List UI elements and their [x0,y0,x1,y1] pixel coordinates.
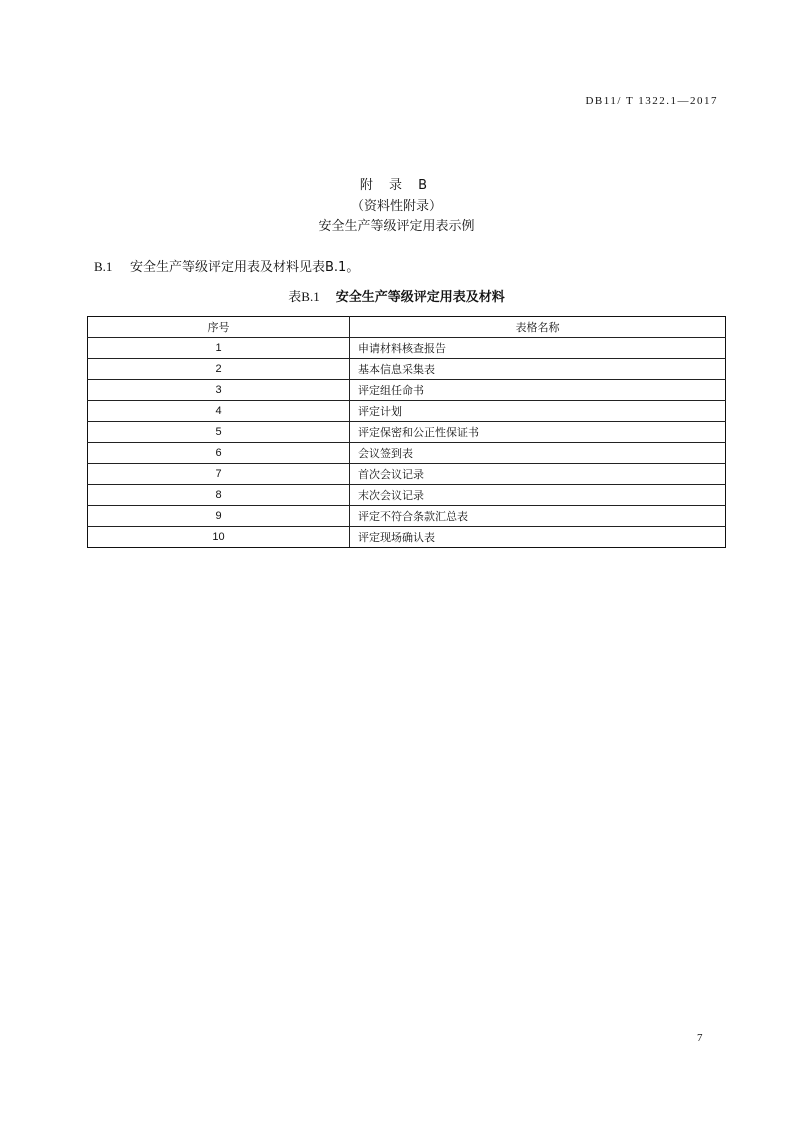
header-number: 序号 [88,317,350,338]
row-number: 2 [88,359,350,380]
table-caption-id: 表B.1 [288,289,320,304]
row-number: 5 [88,422,350,443]
row-number: 6 [88,443,350,464]
table-row [88,401,726,422]
row-number: 4 [88,401,350,422]
row-form-name: 评定保密和公正性保证书 [350,422,726,443]
row-form-name: 评定不符合条款汇总表 [350,506,726,527]
row-number: 8 [88,485,350,506]
table-caption [0,286,793,305]
forms-table [87,316,726,548]
row-number: 1 [88,338,350,359]
table-row [88,380,726,401]
row-number: 10 [88,527,350,548]
row-form-name: 首次会议记录 [350,464,726,485]
row-form-name: 评定现场确认表 [350,527,726,548]
row-number: 9 [88,506,350,527]
section-number: B.1 [94,259,113,274]
table-row [88,506,726,527]
table-row [88,338,726,359]
appendix-title: 附 录 B [359,178,434,193]
standard-code: DB11/ T 1322.1—2017 [585,95,718,107]
page-number: 7 [697,1032,703,1044]
section-paragraph [94,256,359,275]
table-row [88,443,726,464]
row-form-name: 申请材料核查报告 [350,338,726,359]
table-row [88,527,726,548]
row-form-name: 基本信息采集表 [350,359,726,380]
table-row [88,464,726,485]
row-form-name: 评定组任命书 [350,380,726,401]
table-row [88,359,726,380]
row-number: 7 [88,464,350,485]
header-form-name: 表格名称 [350,317,726,338]
table-header-row [88,317,726,338]
row-number: 3 [88,380,350,401]
appendix-subtitle: （资料性附录） [350,199,442,214]
section-text: 安全生产等级评定用表及材料见表B.1。 [130,260,360,275]
table-row [88,422,726,443]
row-form-name: 会议签到表 [350,443,726,464]
table-caption-title: 安全生产等级评定用表及材料 [335,290,505,305]
row-form-name: 评定计划 [350,401,726,422]
row-form-name: 末次会议记录 [350,485,726,506]
appendix-name: 安全生产等级评定用表示例 [318,219,475,234]
table-row [88,485,726,506]
